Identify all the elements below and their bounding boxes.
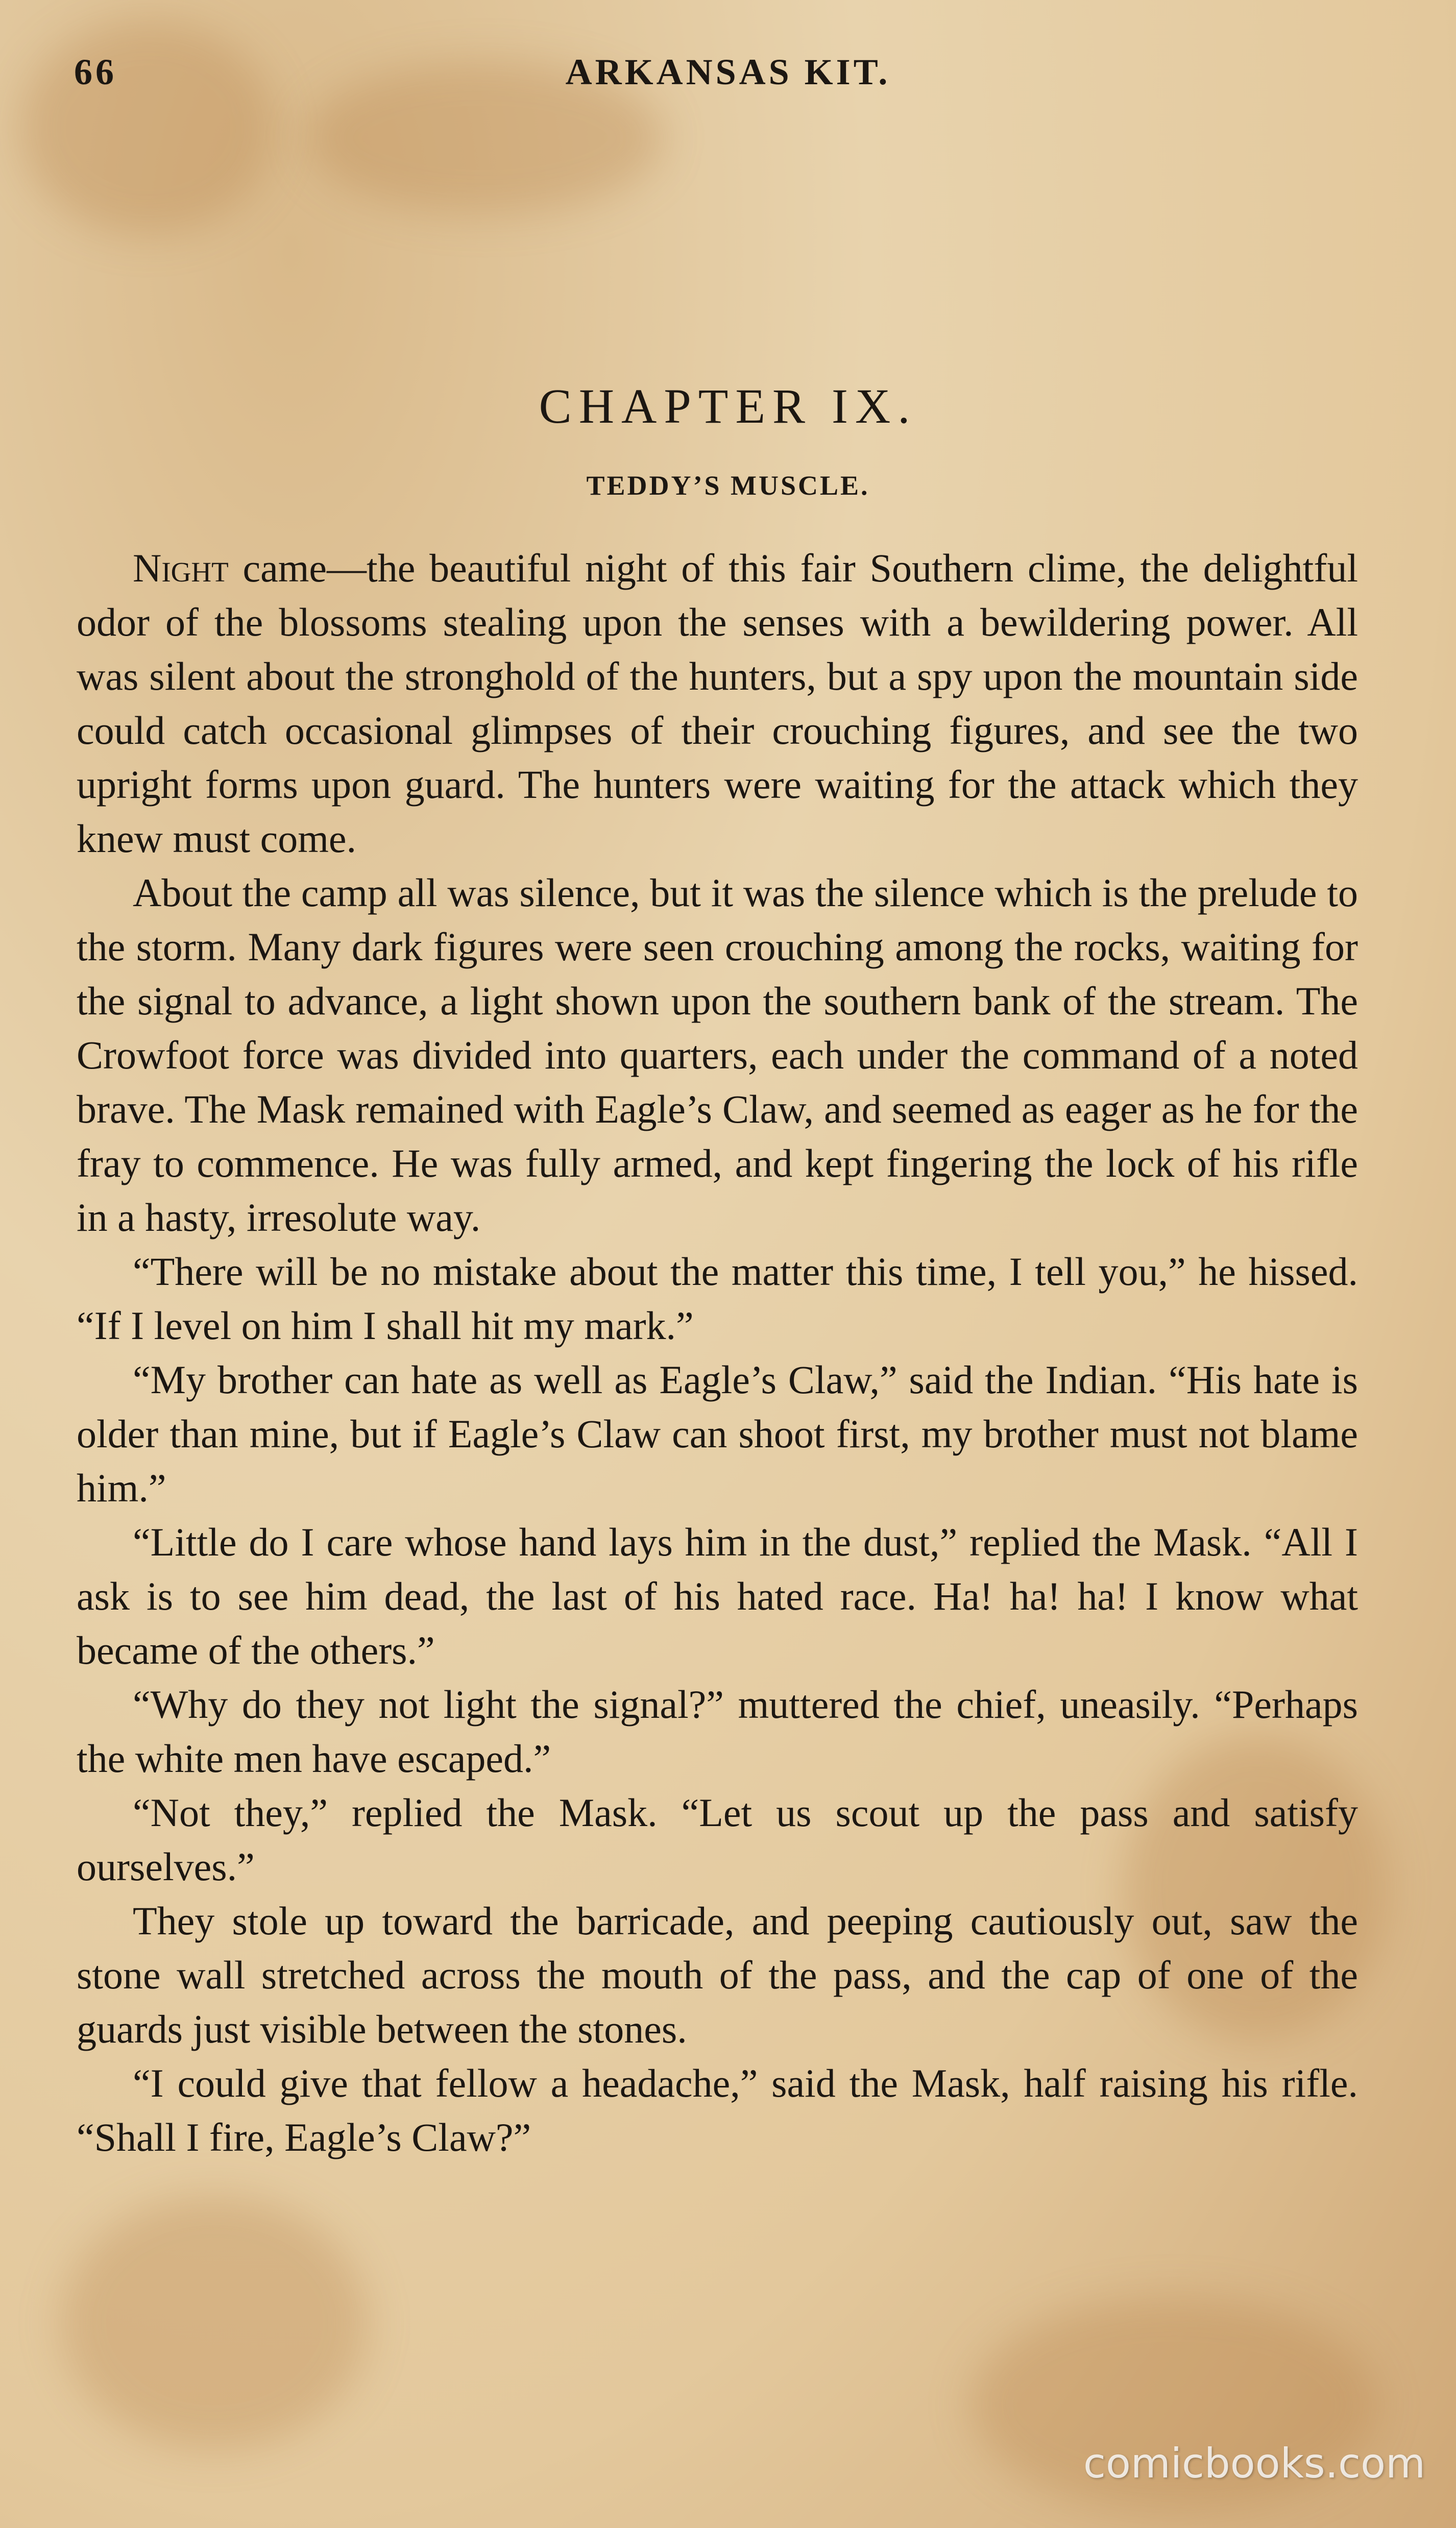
running-title: ARKANSAS KIT. — [565, 52, 891, 92]
page-header — [74, 51, 1382, 107]
paragraph — [77, 866, 1358, 1245]
paragraph — [77, 1245, 1358, 1353]
chapter-title: CHAPTER IX. — [539, 379, 917, 433]
paragraph-text: “There will be no mistake about the matter this time, I tell you,” he hissed. “If I level on him I shall hit my mark.” — [77, 1249, 1358, 1348]
stain — [61, 2195, 368, 2450]
body-text — [77, 541, 1358, 2165]
page-number: 66 — [74, 52, 117, 92]
paragraph-text: They stole up toward the barricade, and peeping cautiously out, saw the stone wall stretched across the mouth of the pass, and the cap of one of the guards just visible between the stones. — [77, 1899, 1358, 2051]
paragraph — [77, 2056, 1358, 2165]
paragraph-text: “Little do I care whose hand lays him in the dust,” replied the Mask. “All I ask is to see him dead, the last of his hated race. Ha! ha! ha! I know what became of the others.” — [77, 1520, 1358, 1672]
paragraph — [77, 1786, 1358, 1894]
paragraph — [77, 1894, 1358, 2056]
paragraph — [77, 1515, 1358, 1678]
paragraph-text: “Not they,” replied the Mask. “Let us scout up the pass and satisfy ourselves.” — [77, 1790, 1358, 1889]
paragraph — [77, 541, 1358, 866]
paragraph-text: “I could give that fellow a headache,” said the Mask, half raising his rifle. “Shall I fire, Eagle’s Claw?” — [77, 2061, 1358, 2159]
chapter-subtitle: TEDDY’S MUSCLE. — [586, 470, 870, 501]
paragraph-text: “Why do they not light the signal?” muttered the chief, uneasily. “Perhaps the white men have escaped.” — [77, 1682, 1358, 1781]
paragraph-text: came—the beautiful night of this fair Southern clime, the delightful odor of the blossoms stealing upon the senses with a bewildering power. All was silent about the stronghold of the hunters, but a spy upon the mountain side could catch occasional glimpses of their crouching figures, and see the two upright forms upon guard. The hunters were waiting for the attack which they knew must come. — [77, 546, 1358, 861]
paragraph — [77, 1353, 1358, 1515]
paragraph — [77, 1678, 1358, 1786]
paragraph-text: About the camp all was silence, but it was the silence which is the prelude to the storm. Many dark figures were seen crouching among the rocks, waiting for the signal to advance, a light shown upon the southern bank of the stream. The Crowfoot force was divided into quarters, each under the command of a noted brave. The Mask remained with Eagle’s Claw, and seemed as eager as he for the fray to commence. He was fully armed, and kept fingering the lock of his rifle in a hasty, irresolute way. — [77, 870, 1358, 1239]
paragraph-lead-word: Night — [133, 546, 229, 590]
watermark: comicbooks.com — [1083, 2440, 1425, 2487]
paragraph-text: “My brother can hate as well as Eagle’s Claw,” said the Indian. “His hate is older than mine, but if Eagle’s Claw can shoot first, my brother must not blame him.” — [77, 1357, 1358, 1510]
